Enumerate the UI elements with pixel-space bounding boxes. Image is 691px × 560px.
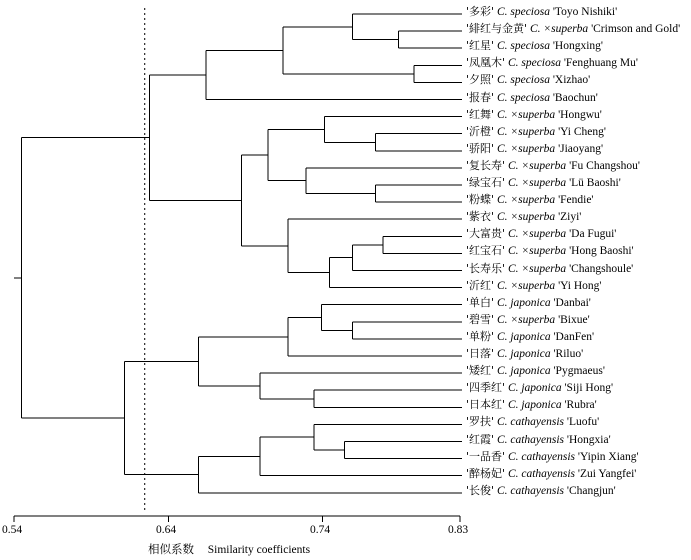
leaf-label-species: C. ×superba <box>507 245 567 258</box>
leaf-label-cn: '緋红与金黄' <box>466 22 528 36</box>
leaf-label-cn: '紫衣' <box>466 210 495 224</box>
leaf-label-cultivar: 'Bixue' <box>558 313 590 326</box>
leaf-label-cn: '大富贵' <box>466 227 506 241</box>
leaf-label <box>466 143 603 155</box>
leaf-label-cn: '矮红' <box>466 364 495 378</box>
leaf-label <box>466 160 640 172</box>
leaf-label-cn: '日本红' <box>466 398 506 412</box>
leaf-label <box>466 92 598 104</box>
leaf-label <box>466 348 583 360</box>
leaf-label-cn: '日落' <box>466 347 495 360</box>
leaf-label <box>466 280 602 292</box>
leaf-label <box>466 434 611 446</box>
leaf-label-species: C. speciosa <box>496 91 550 104</box>
leaf-label-species: C. ×superba <box>507 262 567 275</box>
leaf-label <box>466 263 633 275</box>
leaf-label-species: C. ×superba <box>496 313 556 326</box>
leaf-label-species: C. cathayensis <box>507 450 576 463</box>
leaf-label-species: C. ×superba <box>496 279 556 292</box>
leaf-label-cn: '骄阳' <box>466 141 495 155</box>
leaf-label-cultivar: 'Fu Changshou' <box>569 159 640 172</box>
leaf-label-species: C. ×superba <box>507 177 567 189</box>
leaf-label <box>466 245 634 257</box>
leaf-label-cn: '单白' <box>466 295 495 309</box>
leaf-label <box>466 40 603 52</box>
leaf-label-cultivar: 'Yi Hong' <box>558 279 602 292</box>
leaf-label-cultivar: 'Ziyi' <box>558 211 582 224</box>
leaf-label-cn: '红宝石' <box>466 244 506 258</box>
leaf-label-species: C. japonica <box>496 348 551 360</box>
leaf-label-species: C. ×superba <box>496 125 556 138</box>
leaf-label-cultivar: 'Crimson and Gold' <box>591 23 681 36</box>
leaf-label <box>466 228 616 240</box>
leaf-label-species: C. cathayensis <box>496 433 565 446</box>
leaf-label-cultivar: 'Hong Baoshi' <box>569 245 634 258</box>
x-tick-label-0: 0.54 <box>2 524 23 536</box>
leaf-label <box>466 177 621 189</box>
leaf-label-cultivar: 'DanFen' <box>553 330 595 343</box>
leaf-label-cultivar: 'Changshoule' <box>569 262 634 275</box>
leaf-label-cultivar: 'Luofu' <box>566 416 600 429</box>
leaf-label <box>466 451 639 463</box>
leaf-label-species: C. ×superba <box>496 142 556 155</box>
leaf-label-cn: '碧雪' <box>466 312 495 326</box>
leaf-label-species: C. japonica <box>496 296 551 309</box>
leaf-label-species: C. speciosa <box>496 6 550 18</box>
leaf-label-cn: '沂红' <box>466 278 495 292</box>
leaf-label-cultivar: 'Yi Cheng' <box>558 125 606 138</box>
leaf-label <box>466 331 594 343</box>
x-tick-label-2: 0.74 <box>310 524 331 536</box>
x-axis-title-en: Similarity coefficients <box>207 544 311 556</box>
leaf-label-cn: '红舞' <box>466 107 495 121</box>
leaf-label-cultivar: 'Pygmaeus' <box>553 365 605 378</box>
leaf-label-cultivar: 'Danbai' <box>553 296 591 309</box>
x-axis-title-cn: 相似系数 <box>148 542 194 556</box>
leaf-label-cultivar: 'Yipin Xiang' <box>577 450 639 463</box>
leaf-label-cultivar: 'Fendie' <box>558 194 594 207</box>
leaf-label-cultivar: 'Lü Baoshi' <box>569 177 621 189</box>
leaf-label-cn: '一品香' <box>466 449 506 463</box>
leaf-label-species: C. ×superba <box>507 228 567 241</box>
leaf-label-cultivar: 'Siji Hong' <box>564 382 614 395</box>
leaf-label <box>466 74 590 86</box>
leaf-label-cn: '罗扶' <box>466 415 495 429</box>
leaf-label-species: C. cathayensis <box>496 416 565 429</box>
leaf-label-species: C. speciosa <box>496 74 550 87</box>
leaf-label <box>466 57 638 69</box>
leaf-label-species: C. japonica <box>496 330 551 343</box>
leaf-label-cn: '长俊' <box>466 483 495 497</box>
leaf-label-cn: '长寿乐' <box>466 261 506 275</box>
leaf-label-cn: '凤凰木' <box>466 56 506 70</box>
leaf-label-cultivar: 'Hongwu' <box>558 108 602 121</box>
leaf-label-cultivar: 'Riluo' <box>553 348 584 360</box>
x-axis-title <box>148 541 310 557</box>
leaf-label-cultivar: 'Rubra' <box>564 399 597 412</box>
leaf-label-cultivar: 'Toyo Nishiki' <box>552 6 618 18</box>
leaf-label <box>466 297 591 309</box>
leaf-label-cn: '报春' <box>466 90 495 104</box>
leaf-label-cn: '复长寿' <box>466 158 506 172</box>
leaf-label-cn: '红星' <box>466 39 495 53</box>
leaf-label-cultivar: 'Baochun' <box>552 91 598 104</box>
leaf-label-species: C. cathayensis <box>507 467 576 480</box>
leaf-label <box>466 126 606 138</box>
leaf-label-cultivar: 'Xizhao' <box>552 74 591 87</box>
leaf-label-cn: '沂橙' <box>466 124 495 138</box>
leaf-label <box>466 194 594 206</box>
leaf-label-species: C. ×superba <box>496 211 556 224</box>
leaf-label-cultivar: 'Da Fugui' <box>569 228 617 241</box>
leaf-label-cn: '单粉' <box>466 329 495 343</box>
leaf-label-cultivar: 'Jiaoyang' <box>558 142 604 155</box>
leaf-label-cn: '醉杨妃' <box>466 466 506 480</box>
leaf-label-cn: '多彩' <box>466 5 495 18</box>
leaf-label-cultivar: 'Hongxing' <box>552 40 603 53</box>
leaf-label-species: C. ×superba <box>507 159 567 172</box>
leaf-label-species: C. speciosa <box>496 40 550 53</box>
leaf-label <box>466 382 613 394</box>
leaf-label <box>466 416 599 428</box>
leaf-label-cultivar: 'Changjun' <box>566 484 616 497</box>
leaf-label <box>466 365 605 377</box>
leaf-label <box>466 211 581 223</box>
leaf-label-species: C. japonica <box>507 382 562 395</box>
leaf-label-species: C. cathayensis <box>496 484 565 497</box>
leaf-label-species: C. japonica <box>496 365 551 378</box>
leaf-label-cn: '夕照' <box>466 73 495 87</box>
leaf-label-cultivar: 'Zui Yangfei' <box>577 467 637 480</box>
leaf-label <box>466 109 602 121</box>
leaf-label-species: C. ×superba <box>529 23 589 36</box>
leaf-label-cultivar: 'Hongxia' <box>566 433 611 446</box>
leaf-label <box>466 399 597 411</box>
leaf-label-cultivar: 'Fenghuang Mu' <box>563 57 638 70</box>
leaf-label-species: C. speciosa <box>507 57 561 70</box>
leaf-label-species: C. ×superba <box>496 108 556 121</box>
leaf-label-cn: '绿宝石' <box>466 176 506 189</box>
leaf-label <box>466 468 636 480</box>
leaf-label <box>466 23 680 35</box>
leaf-label-cn: '粉蝶' <box>466 193 495 207</box>
leaf-label <box>466 6 617 18</box>
leaf-label <box>466 314 590 326</box>
leaf-label <box>466 485 616 497</box>
x-tick-label-3: 0.83 <box>448 524 469 536</box>
leaf-label-cn: '四季红' <box>466 381 506 395</box>
leaf-label-cn: '红霞' <box>466 432 495 446</box>
x-tick-label-1: 0.64 <box>156 524 177 536</box>
leaf-label-species: C. ×superba <box>496 194 556 207</box>
leaf-label-species: C. japonica <box>507 399 562 412</box>
